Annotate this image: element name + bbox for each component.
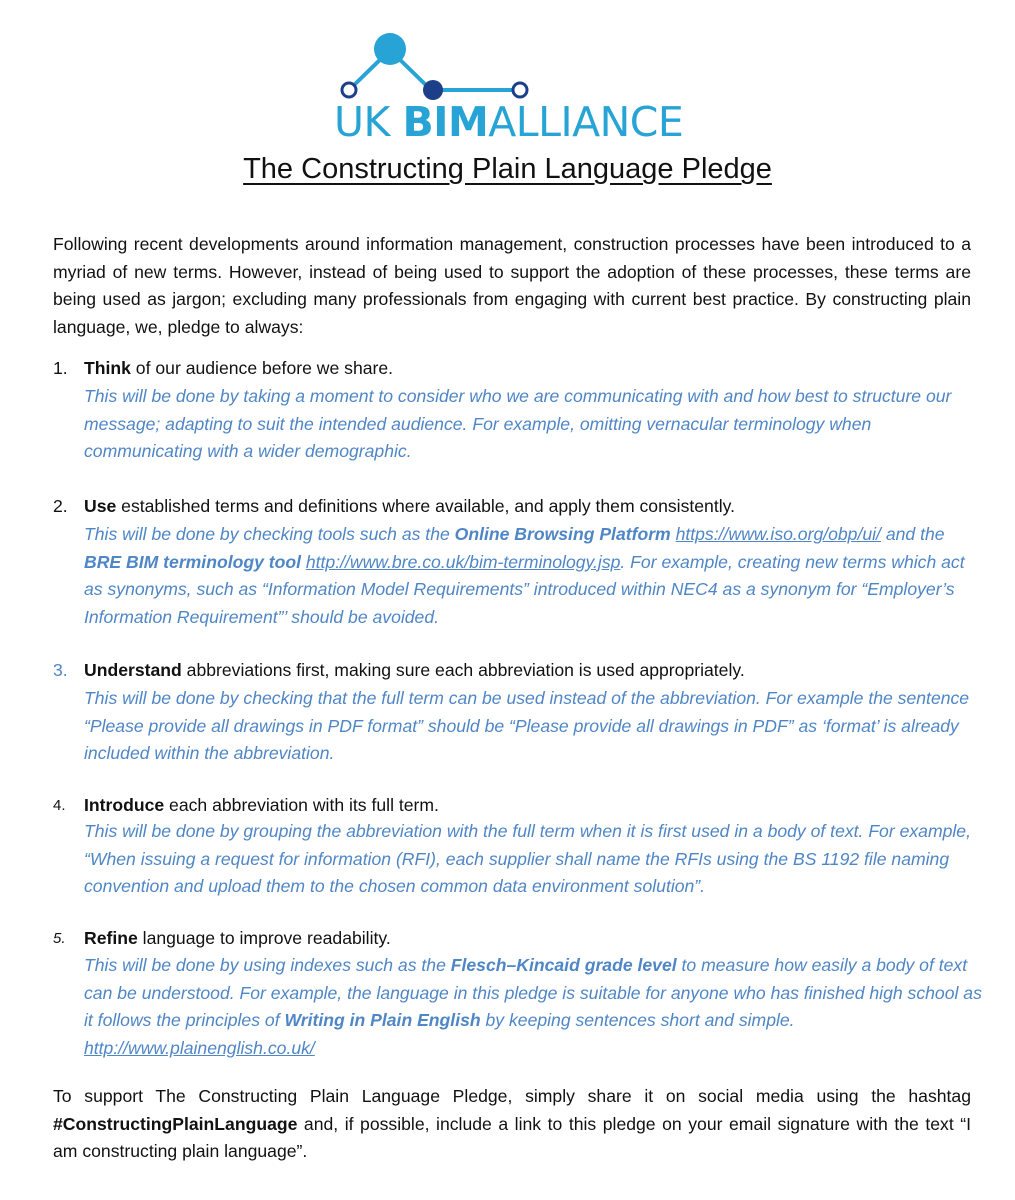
item-number: 3. bbox=[53, 660, 68, 680]
item-text: of our audience before we share. bbox=[130, 358, 394, 378]
iso-obp-link[interactable]: https://www.iso.org/obp/ui/ bbox=[675, 524, 881, 544]
desc-text: and the bbox=[880, 524, 945, 544]
item-text: abbreviations first, making sure each abbreviation is used appropriately. bbox=[181, 660, 745, 680]
item-text: established terms and definitions where available, and apply them consistently. bbox=[116, 496, 736, 516]
desc-text: to measure how easily a body of text can be understood. For example, the language in this pledge is suitable for anyone who has finished high school as it follows the principles of bbox=[84, 955, 982, 1030]
hashtag: #ConstructingPlainLanguage bbox=[53, 1113, 298, 1134]
item-keyword: Refine bbox=[84, 928, 138, 948]
closing-text: To support The Constructing Plain Language Pledge, simply share it on social media using the hashtag bbox=[53, 1086, 971, 1106]
pledge-item-understand bbox=[84, 657, 984, 685]
item-keyword: Understand bbox=[84, 660, 182, 680]
item-description: This will be done by grouping the abbreviation with the full term when it is first used in a body of text. For example, “When issuing a request for information (RFI), each supplier shall name the RFIs using the BS 1192 file naming convention and upload them to the chosen common data environment solution”. bbox=[84, 821, 971, 896]
desc-text: This will be done by using indexes such as the bbox=[84, 955, 451, 975]
bre-terminology-tool-term: BRE BIM terminology tool bbox=[84, 551, 301, 572]
flesch-kincaid-term: Flesch–Kincaid grade level bbox=[450, 955, 677, 975]
item-number: 5. bbox=[53, 930, 66, 947]
intro-paragraph: Following recent developments around information management, construction processes have been introduced to a myriad of new terms. However, instead of being used to support the adoption of these processes, these terms are being used as jargon; excluding many professionals from engaging with current best practice. By constructing plain language, we, pledge to always: bbox=[53, 234, 971, 337]
desc-text: by keeping sentences short and simple. bbox=[480, 1010, 795, 1030]
logo-node-center bbox=[423, 80, 443, 100]
logo-wordmark-uk: UK bbox=[334, 98, 403, 146]
logo-wordmark-bim: BIM bbox=[402, 98, 489, 146]
closing-text: and, if possible, include a link to this pledge on your email signature with the text “I am constructing plain language”. bbox=[53, 1113, 971, 1161]
online-browsing-platform-term: Online Browsing Platform bbox=[454, 524, 671, 544]
pledge-item-use bbox=[84, 493, 984, 521]
item-description: This will be done by taking a moment to consider who we are communicating with and how best to structure our message; adapting to suit the intended audience. For example, omitting vernacular terminology when communicating with a wider demographic. bbox=[84, 386, 952, 461]
logo-node-right bbox=[513, 83, 527, 97]
logo-node-left bbox=[342, 83, 356, 97]
pledge-item-refine bbox=[84, 925, 984, 953]
desc-text: . For example, creating new terms which act as synonyms, such as “Information Model Requirements” introduced within NEC4 as a synonym for “Employer’s Information Requirement”’ should be avoided. bbox=[84, 551, 965, 627]
item-text: each abbreviation with its full term. bbox=[164, 795, 439, 815]
item-number: 2. bbox=[53, 496, 68, 516]
item-keyword: Think bbox=[84, 358, 131, 378]
item-description bbox=[84, 952, 984, 1062]
item-text: language to improve readability. bbox=[137, 928, 391, 948]
logo-node-top bbox=[374, 33, 406, 65]
writing-in-plain-english-term: Writing in Plain English bbox=[284, 1010, 481, 1030]
logo-wordmark-alliance: ALLIANCE bbox=[488, 98, 684, 146]
item-description bbox=[84, 521, 984, 631]
plain-english-link[interactable]: http://www.plainenglish.co.uk/ bbox=[84, 1037, 315, 1058]
pledge-item-think bbox=[84, 355, 984, 383]
desc-text: This will be done by checking tools such as the bbox=[84, 524, 455, 544]
item-keyword: Introduce bbox=[84, 795, 165, 815]
item-keyword: Use bbox=[84, 496, 117, 516]
bre-terminology-link[interactable]: http://www.bre.co.uk/bim-terminology.jsp bbox=[305, 551, 621, 572]
item-number: 1. bbox=[53, 358, 68, 378]
logo-wordmark bbox=[334, 100, 684, 144]
item-description: This will be done by checking that the full term can be used instead of the abbreviation. For example the sentence “Please provide all drawings in PDF format” should be “Please provide all drawings in PDF” as ‘format’ is already included within the abbreviation. bbox=[84, 688, 970, 763]
item-number: 4. bbox=[53, 797, 66, 814]
page-title: The Constructing Plain Language Pledge bbox=[243, 153, 772, 185]
closing-paragraph bbox=[53, 1083, 971, 1166]
pledge-item-introduce bbox=[84, 792, 984, 820]
